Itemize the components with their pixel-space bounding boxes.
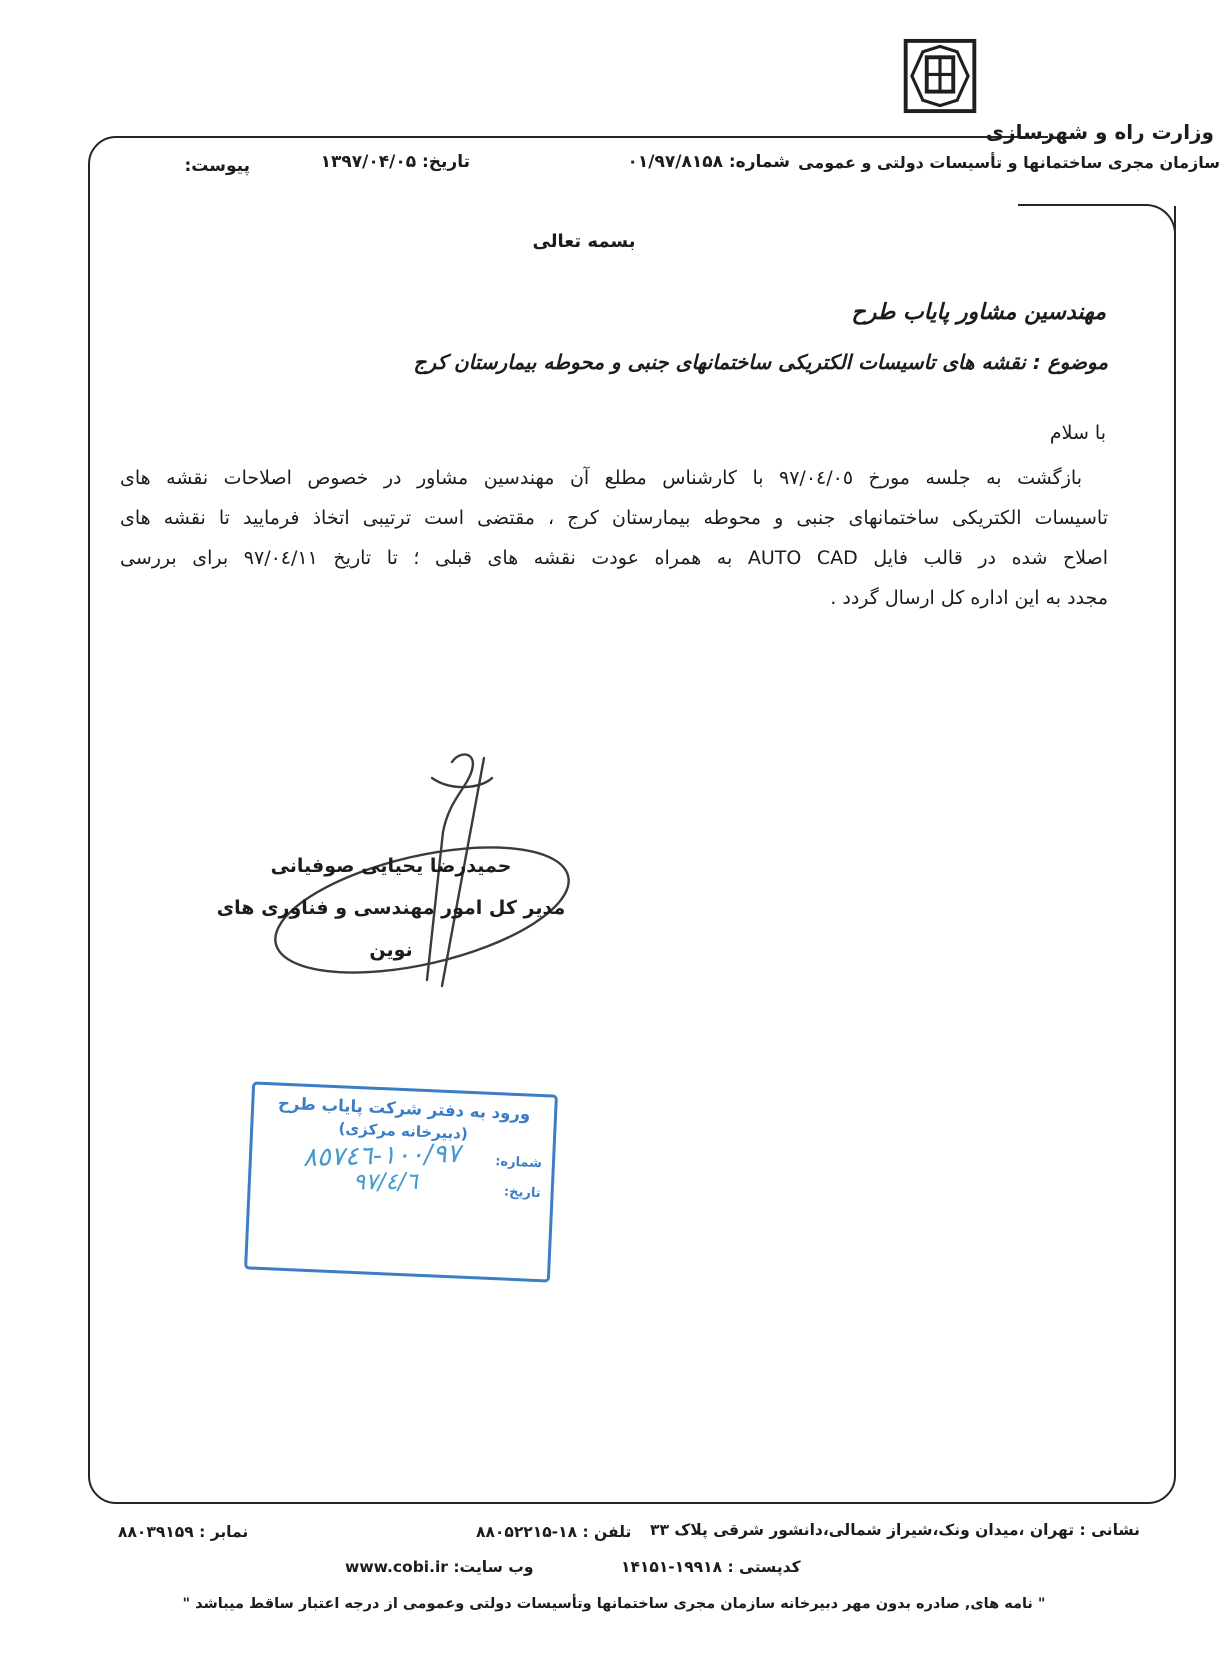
stamp-subtitle: (دبیرخانه مرکزی) xyxy=(338,1119,469,1143)
organization-name: سازمان مجری ساختمانها و تأسیسات دولتی و عمومی xyxy=(798,153,1220,172)
footer-validity-note: " نامه های, صادره بدون مهر دبیرخانه سازمان مجری ساختمانها وتأسیسات دولتی وعمومی از درجه اعتبار ساقط میباشد " xyxy=(182,1596,1046,1612)
footer-address-value: تهران ،میدان ونک،شیراز شمالی،دانشور شرقی پلاک ۳۳ xyxy=(650,1521,1075,1539)
recipient-line: مهندسین مشاور پایاب طرح xyxy=(851,300,1106,325)
letter-number-field xyxy=(622,152,790,172)
letter-number-label: شماره: xyxy=(728,152,790,172)
footer-postal-code xyxy=(615,1558,801,1576)
footer-website xyxy=(345,1558,533,1576)
attachment-field xyxy=(185,156,251,176)
stamp-number-value: ١٠٠/٩٧-٨٥٧٤٦ xyxy=(302,1138,462,1173)
footer-address xyxy=(650,1521,1140,1539)
body-paragraph xyxy=(120,458,1108,618)
footer-phone-label: تلفن : xyxy=(582,1523,632,1541)
signatory-title: مدیر کل امور مهندسی و فناوری های نوین xyxy=(216,897,566,961)
body-line: اصلاح شده در قالب فایل AUTO CAD به همراه عودت نقشه های قبلی ؛ تا تاریخ ٩٧/٠٤/١١ برای بررسی xyxy=(120,547,1109,569)
letter-date-value: ۱۳۹۷/۰۴/۰۵ xyxy=(320,152,417,172)
footer-postal-value: ۱۴۱۵۱-۱۹۹۱۸ xyxy=(621,1558,723,1576)
body-line: بازگشت به جلسه مورخ ٩٧/٠٤/٠٥ با کارشناس مطلع آن مهندسین مشاور در خصوص اصلاحات نقشه های xyxy=(120,467,1082,489)
footer-fax xyxy=(112,1523,248,1541)
footer-phone xyxy=(470,1523,631,1541)
stamp-title: ورود به دفتر شرکت پایاب طرح xyxy=(277,1093,531,1124)
stamp-date-label: تاریخ: xyxy=(503,1184,541,1201)
footer-website-value: www.cobi.ir xyxy=(345,1558,448,1576)
letter-date-label: تاریخ: xyxy=(422,152,470,172)
footer-website-label: وب سایت: xyxy=(453,1558,534,1576)
body-line: تاسیسات الکتریکی ساختمانهای جنبی و محوطه بیمارستان کرج ، مقتضی است ترتیبی اتخاذ فرمایید تا نقشه های xyxy=(120,507,1108,529)
footer-postal-label: کدپستی : xyxy=(727,1558,801,1576)
stamp-date-value: ٩٧/٤/٦ xyxy=(352,1168,418,1196)
letter-number-value: ۰۱/۹۷/۸۱۵۸ xyxy=(627,152,723,172)
salutation: با سلام xyxy=(1049,422,1106,444)
attachment-label: پیوست: xyxy=(184,156,250,176)
besmellah-headline: بسمه تعالی xyxy=(532,231,636,252)
ministry-name: وزارت راه و شهرسازی xyxy=(985,120,1214,144)
letter-date-field xyxy=(315,152,470,172)
footer-fax-value: ۸۸۰۳۹۱۵۹ xyxy=(118,1523,194,1541)
footer-address-label: نشانی : xyxy=(1079,1521,1140,1539)
stamp-number-label: شماره: xyxy=(494,1153,543,1171)
letter-frame xyxy=(88,136,1176,1504)
body-line: مجدد به این اداره کل ارسال گردد . xyxy=(830,587,1108,609)
signatory-name: حمیدرضا یحیایی صوفیانی xyxy=(270,855,512,877)
signature-block xyxy=(196,845,586,971)
entry-stamp xyxy=(244,1081,558,1282)
subject-line: موضوع : نقشه های تاسیسات الکتریکی ساختمانهای جنبی و محوطه بیمارستان کرج xyxy=(413,350,1108,374)
footer-phone-value: ۸۸۰۵۲۲۱۵-۱۸ xyxy=(476,1523,578,1541)
footer-fax-label: نمابر : xyxy=(199,1523,249,1541)
ministry-emblem-icon xyxy=(901,36,979,116)
